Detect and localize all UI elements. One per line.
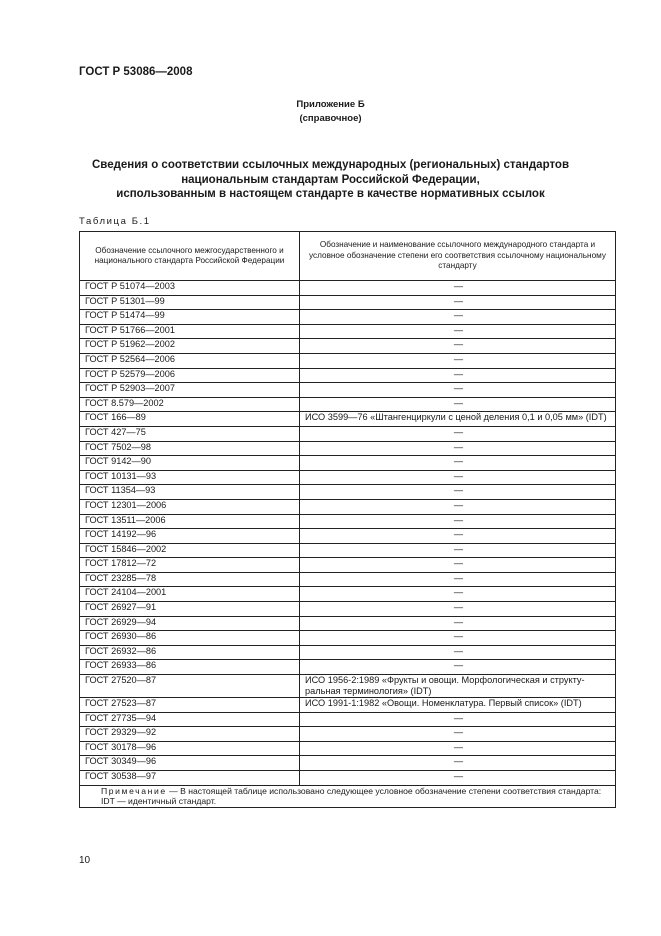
international-standard-cell: — — [300, 558, 616, 573]
national-standard-cell: ГОСТ Р 51074—2003 — [80, 281, 300, 296]
table-body — [80, 281, 616, 786]
table-row — [80, 441, 616, 456]
international-standard-cell: — — [300, 543, 616, 558]
national-standard-cell: ГОСТ 17812—72 — [80, 558, 300, 573]
note-text: — В настоящей таблице использовано следующее условное обозначение степени соответствия стандарта: — [169, 785, 602, 796]
table-row — [80, 456, 616, 471]
international-standard-cell: — — [300, 756, 616, 771]
national-standard-cell: ГОСТ 13511—2006 — [80, 514, 300, 529]
heading-line-2: национальным стандартам Российской Федерации, — [181, 173, 480, 186]
national-standard-cell: ГОСТ Р 51962—2002 — [80, 339, 300, 354]
table-row — [80, 499, 616, 514]
international-standard-cell: — — [300, 310, 616, 325]
table-row — [80, 727, 616, 742]
table-row — [80, 645, 616, 660]
international-standard-cell: — — [300, 485, 616, 500]
table-header-row — [80, 232, 616, 281]
table-row — [80, 572, 616, 587]
table-row — [80, 368, 616, 383]
table-row — [80, 470, 616, 485]
heading-line-3: использованным в настоящем стандарте в качестве нормативных ссылок — [116, 188, 545, 200]
table-row — [80, 712, 616, 727]
international-standard-cell: — — [300, 397, 616, 412]
table-row — [80, 324, 616, 339]
international-standard-cell: — — [300, 383, 616, 398]
table-row — [80, 616, 616, 631]
table-row — [80, 412, 616, 427]
international-standard-cell: — — [300, 602, 616, 617]
national-standard-cell: ГОСТ 26932—86 — [80, 645, 300, 660]
table-row — [80, 339, 616, 354]
section-heading — [60, 158, 601, 202]
national-standard-cell: ГОСТ 26933—86 — [80, 660, 300, 675]
international-standard-cell: — — [300, 514, 616, 529]
national-standard-cell: ГОСТ 9142—90 — [80, 456, 300, 471]
national-standard-cell: ГОСТ 14192—96 — [80, 529, 300, 544]
table-row — [80, 771, 616, 786]
national-standard-cell: ГОСТ Р 52903—2007 — [80, 383, 300, 398]
table-row — [80, 631, 616, 646]
table-row — [80, 741, 616, 756]
international-standard-cell: ИСО 1956-2:1989 «Фрукты и овощи. Морфологическая и структу-ральная терминология» (IDT) — [300, 675, 616, 698]
annex-type: (справочное) — [299, 113, 362, 124]
national-standard-cell: ГОСТ 29329—92 — [80, 727, 300, 742]
standards-table — [79, 231, 616, 808]
table-row — [80, 675, 616, 698]
table-row — [80, 295, 616, 310]
national-standard-cell: ГОСТ 27735—94 — [80, 712, 300, 727]
table-row — [80, 602, 616, 617]
international-standard-cell: — — [300, 426, 616, 441]
page-number: 10 — [79, 855, 91, 866]
national-standard-cell: ГОСТ 10131—93 — [80, 470, 300, 485]
international-standard-cell: — — [300, 587, 616, 602]
note-label: Примечание — [101, 785, 167, 796]
international-standard-cell: — — [300, 368, 616, 383]
national-standard-cell: ГОСТ 26929—94 — [80, 616, 300, 631]
national-standard-cell: ГОСТ Р 52564—2006 — [80, 353, 300, 368]
note-idt-definition: IDT — идентичный стандарт. — [101, 796, 217, 807]
table-caption: Таблица Б.1 — [79, 216, 151, 227]
table-row — [80, 514, 616, 529]
table-row — [80, 485, 616, 500]
national-standard-cell: ГОСТ 23285—78 — [80, 572, 300, 587]
international-standard-cell: — — [300, 441, 616, 456]
international-standard-cell: — — [300, 295, 616, 310]
national-standard-cell: ГОСТ Р 51766—2001 — [80, 324, 300, 339]
international-standard-cell: — — [300, 499, 616, 514]
national-standard-cell: ГОСТ 30349—96 — [80, 756, 300, 771]
international-standard-cell: — — [300, 631, 616, 646]
table-row — [80, 529, 616, 544]
document-code: ГОСТ Р 53086—2008 — [79, 66, 193, 78]
international-standard-cell: — — [300, 741, 616, 756]
table-row — [80, 281, 616, 296]
heading-line-1: Сведения о соответствии ссылочных международных (региональных) стандартов — [91, 159, 570, 171]
national-standard-cell: ГОСТ 11354—93 — [80, 485, 300, 500]
international-standard-cell: — — [300, 281, 616, 296]
table-row — [80, 543, 616, 558]
table-row — [80, 756, 616, 771]
international-standard-cell: — — [300, 470, 616, 485]
national-standard-cell: ГОСТ 15846—2002 — [80, 543, 300, 558]
table-note-row — [80, 785, 616, 807]
international-standard-cell: — — [300, 324, 616, 339]
national-standard-cell: ГОСТ 26930—86 — [80, 631, 300, 646]
national-standard-cell: ГОСТ 24104—2001 — [80, 587, 300, 602]
table-row — [80, 660, 616, 675]
table-row — [80, 383, 616, 398]
international-standard-cell: — — [300, 353, 616, 368]
column-header-national-standard: Обозначение ссылочного межгосударственного и национального стандарта Российской Федерации — [80, 232, 300, 281]
national-standard-cell: ГОСТ 8.579—2002 — [80, 397, 300, 412]
international-standard-cell: — — [300, 339, 616, 354]
table-row — [80, 353, 616, 368]
table-row — [80, 397, 616, 412]
annex-title: Приложение Б — [296, 99, 365, 110]
national-standard-cell: ГОСТ 30538—97 — [80, 771, 300, 786]
national-standard-cell: ГОСТ 27523—87 — [80, 698, 300, 713]
national-standard-cell: ГОСТ 427—75 — [80, 426, 300, 441]
international-standard-cell: — — [300, 660, 616, 675]
note-paragraph — [85, 786, 612, 797]
international-standard-cell: — — [300, 771, 616, 786]
international-standard-cell: — — [300, 616, 616, 631]
national-standard-cell: ГОСТ Р 52579—2006 — [80, 368, 300, 383]
international-standard-cell: — — [300, 529, 616, 544]
international-standard-cell: ИСО 3599—76 «Штангенциркули с ценой деления 0,1 и 0,05 мм» (IDT) — [300, 412, 616, 427]
table-row — [80, 587, 616, 602]
table-row — [80, 698, 616, 713]
national-standard-cell: ГОСТ 30178—96 — [80, 741, 300, 756]
column-header-international-standard: Обозначение и наименование ссылочного международного стандарта и условное обозначение степени его соответствия ссылочному национальному стандарту — [300, 232, 616, 281]
international-standard-cell: — — [300, 712, 616, 727]
table-row — [80, 558, 616, 573]
table-row — [80, 426, 616, 441]
international-standard-cell: — — [300, 645, 616, 660]
table-row — [80, 310, 616, 325]
national-standard-cell: ГОСТ 12301—2006 — [80, 499, 300, 514]
international-standard-cell: — — [300, 456, 616, 471]
national-standard-cell: ГОСТ 26927—91 — [80, 602, 300, 617]
national-standard-cell: ГОСТ Р 51301—99 — [80, 295, 300, 310]
international-standard-cell: — — [300, 572, 616, 587]
international-standard-cell: ИСО 1991-1:1982 «Овощи. Номенклатура. Первый список» (IDT) — [300, 698, 616, 713]
national-standard-cell: ГОСТ Р 51474—99 — [80, 310, 300, 325]
national-standard-cell: ГОСТ 7502—98 — [80, 441, 300, 456]
national-standard-cell: ГОСТ 166—89 — [80, 412, 300, 427]
national-standard-cell: ГОСТ 27520—87 — [80, 675, 300, 698]
table-note — [80, 785, 616, 807]
international-standard-cell: — — [300, 727, 616, 742]
annex-header — [0, 98, 661, 126]
